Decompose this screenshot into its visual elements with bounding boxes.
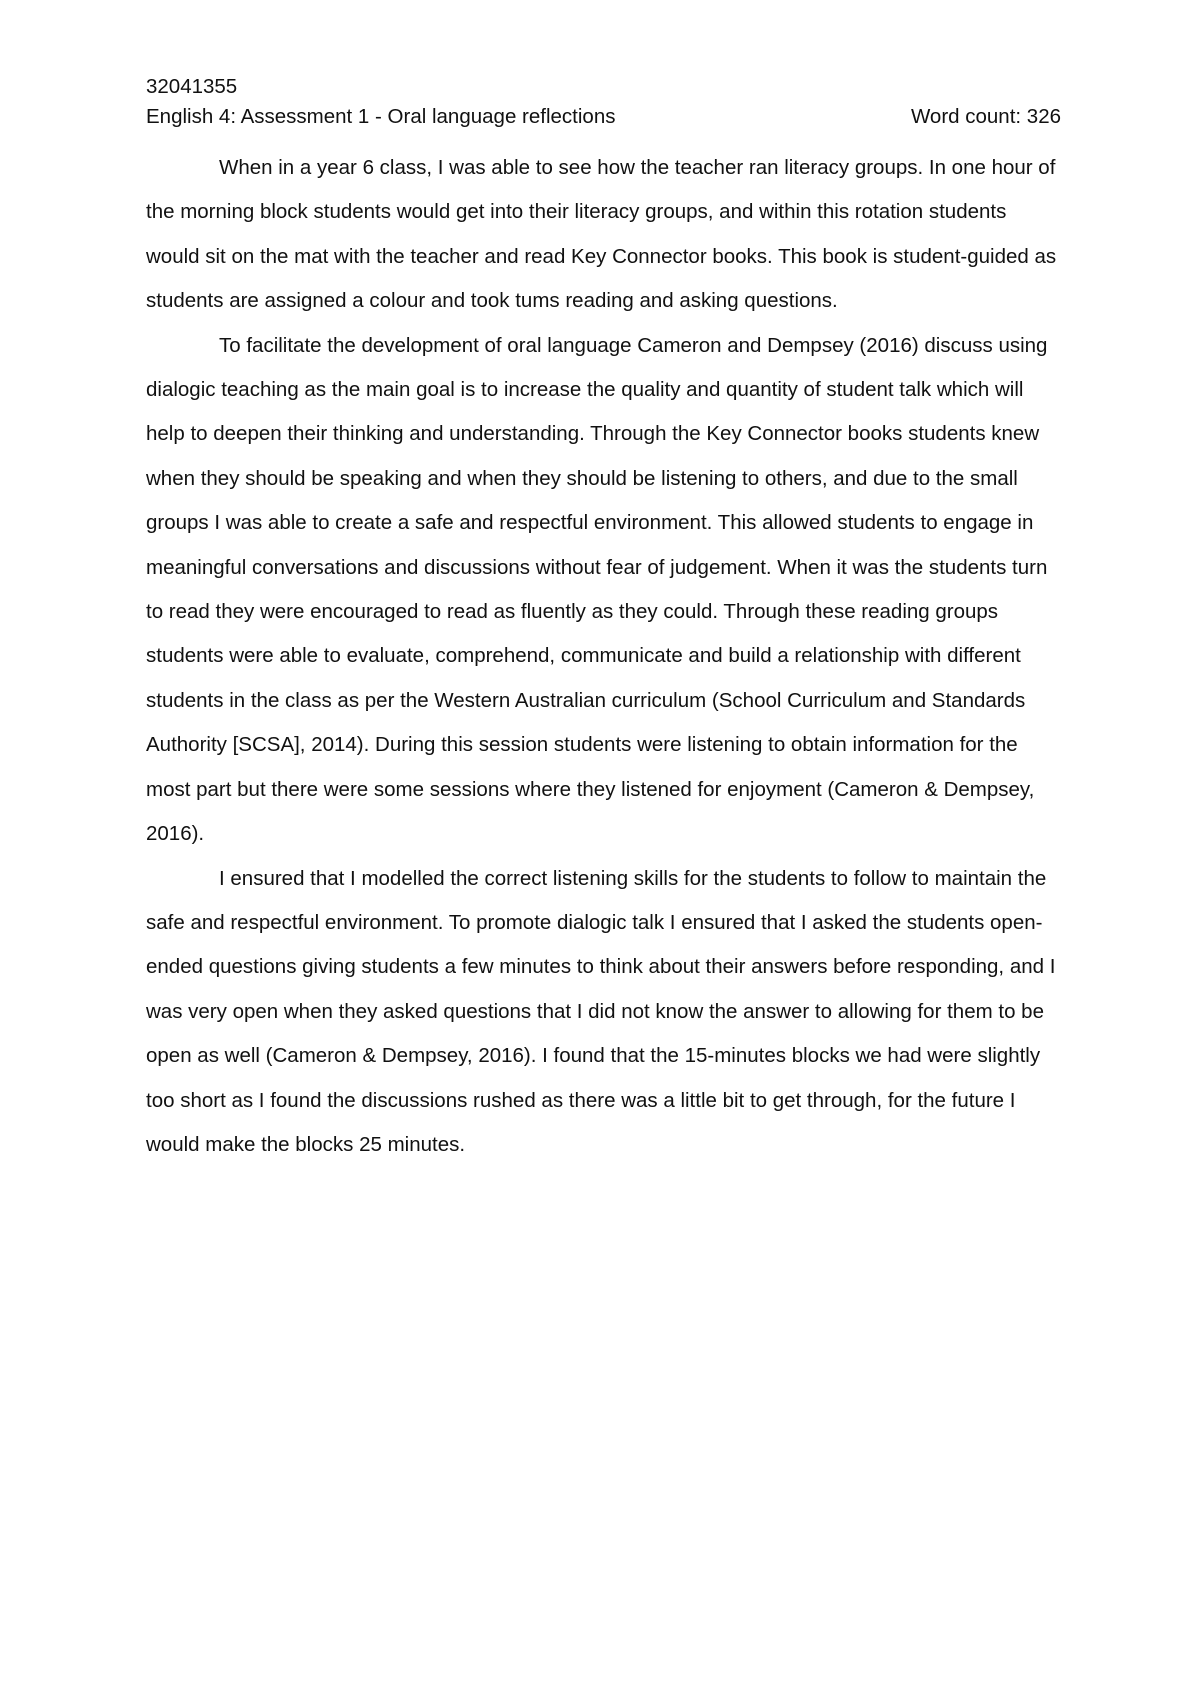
header-row [146, 102, 1061, 132]
paragraph-3: I ensured that I modelled the correct listening skills for the students to follow to maintain the safe and respectful environment. To promote dialogic talk I ensured that I asked the students open-ended questions giving students a few minutes to think about their answers before responding, and I was very open when they asked questions that I did not know the answer to allowing for them to be open as well (Cameron & Dempsey, 2016). I found that the 15-minutes blocks we had were slightly too short as I found the discussions rushed as there was a little bit to get through, for the future I would make the blocks 25 minutes. [146, 866, 1056, 1156]
student-id: 32041355 [146, 75, 238, 98]
document-body [146, 146, 1061, 1167]
paragraph-2: To facilitate the development of oral language Cameron and Dempsey (2016) discuss using dialogic teaching as the main goal is to increase the quality and quantity of student talk which will help to deepen their thinking and understanding. Through the Key Connector books students knew when they should be speaking and when they should be listening to others, and due to the small groups I was able to create a safe and respectful environment. This allowed students to engage in meaningful conversations and discussions without fear of judgement. When it was the students turn to read they were encouraged to read as fluently as they could. Through these reading groups students were able to evaluate, comprehend, communicate and build a relationship with different students in the class as per the Western Australian curriculum (School Curriculum and Standards Authority [SCSA], 2014). During this session students were listening to obtain information for the most part but there were some sessions where they listened for enjoyment (Cameron & Dempsey, 2016). [146, 333, 1048, 846]
assessment-title: English 4: Assessment 1 - Oral language reflections [146, 105, 616, 128]
document-header [146, 72, 1061, 132]
word-count: Word count: 326 [910, 105, 1061, 128]
paragraph-1: When in a year 6 class, I was able to see how the teacher ran literacy groups. In one hour of the morning block students would get into their literacy groups, and within this rotation students would sit on the mat with the teacher and read Key Connector books. This book is student-guided as students are assigned a colour and took tums reading and asking questions. [146, 156, 1057, 313]
